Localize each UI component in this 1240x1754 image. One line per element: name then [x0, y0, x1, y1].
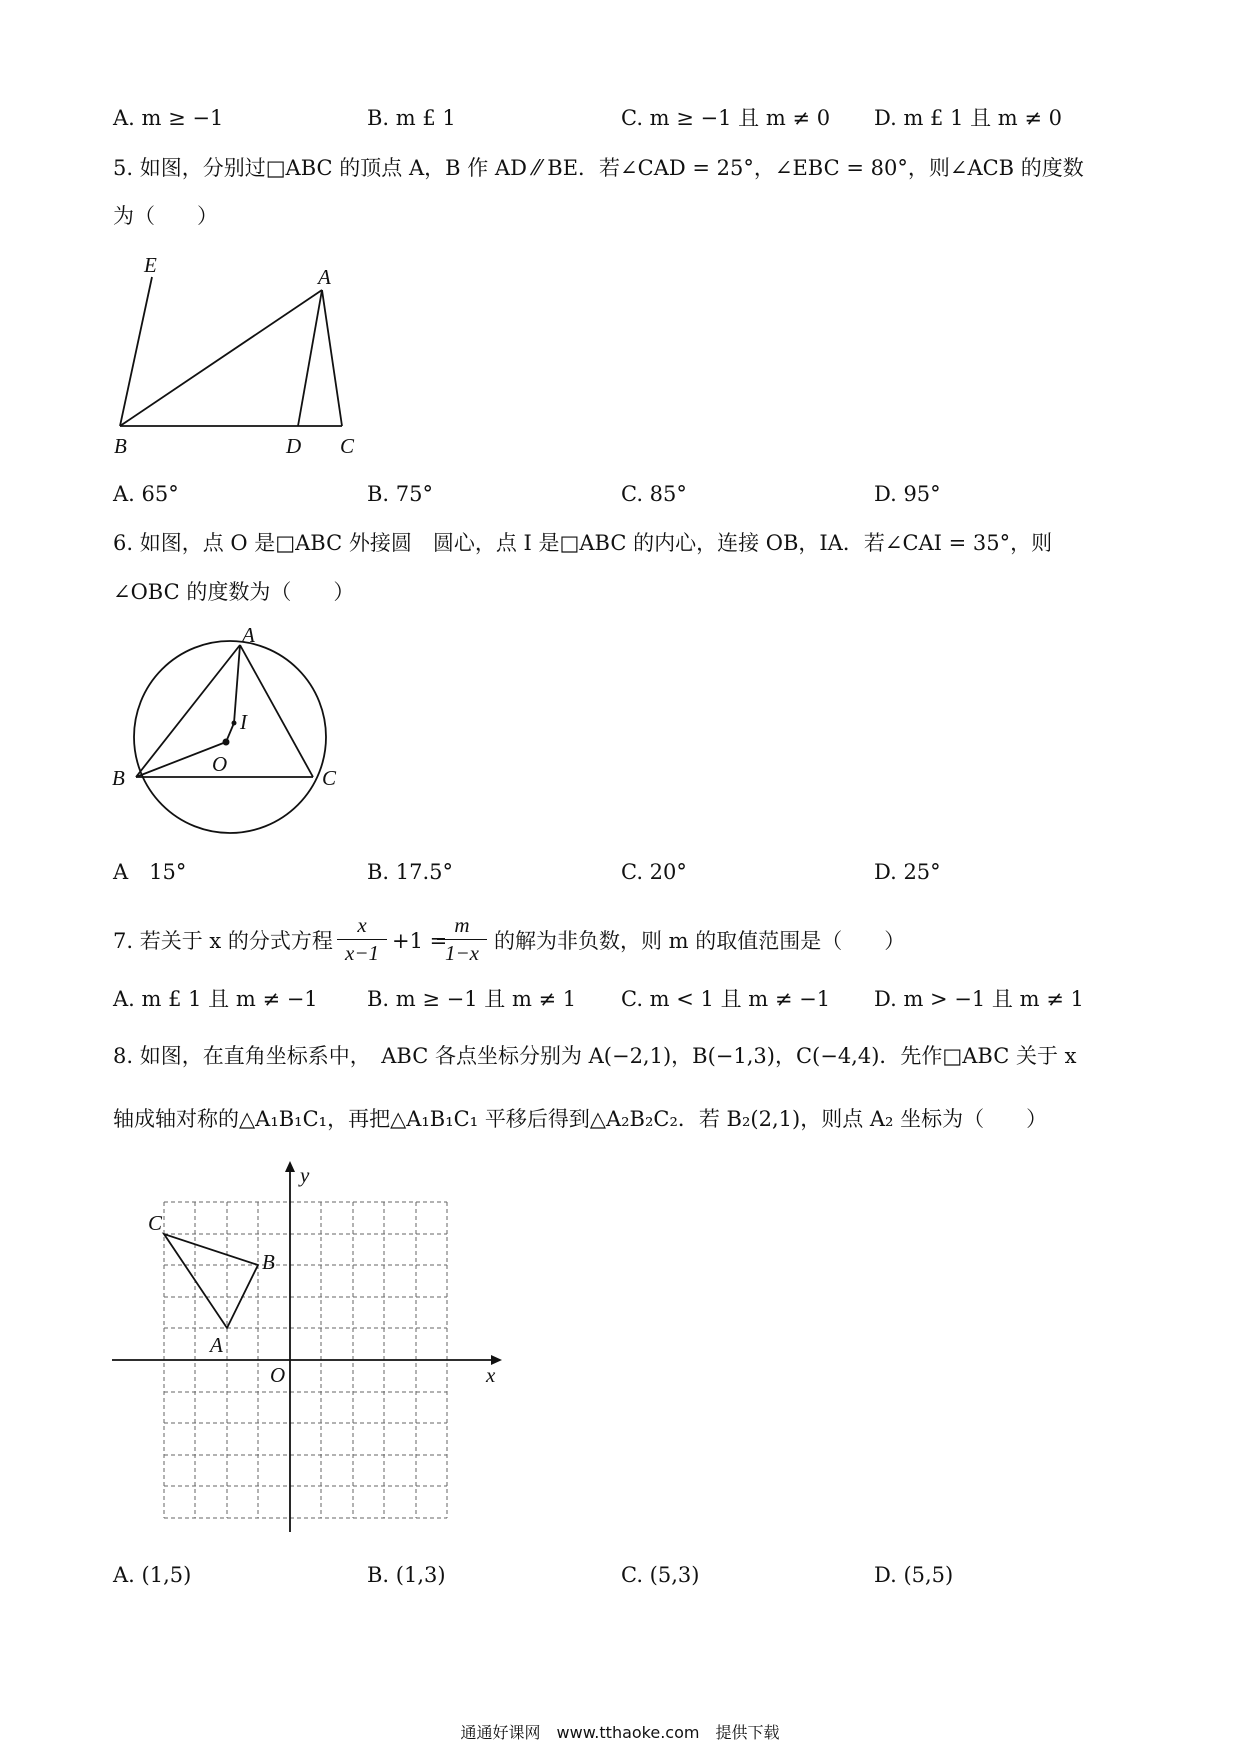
- q7-frac2-denominator: 1−x: [445, 941, 479, 965]
- q5-segment-ad: [298, 290, 322, 426]
- q7-fraction-right: [437, 915, 487, 964]
- q6-option-d: D. 25°: [874, 860, 941, 884]
- q4-option-c: C. m ≥ −1 且 m ≠ 0: [621, 106, 831, 130]
- q5-label-a: A: [318, 265, 331, 289]
- q8-label-o: O: [270, 1363, 286, 1387]
- q6-figure: [100, 620, 360, 850]
- q7-option-b: B. m ≥ −1 且 m ≠ 1: [367, 987, 577, 1011]
- q6-point-o: [223, 739, 230, 746]
- q8-label-b: B: [262, 1250, 275, 1274]
- q6-label-b: B: [112, 766, 125, 790]
- q6-label-c: C: [322, 766, 337, 790]
- q8-option-b: B. (1,3): [367, 1563, 446, 1587]
- q6-circumcircle: [134, 641, 326, 833]
- q7-option-c: C. m < 1 且 m ≠ −1: [621, 987, 831, 1011]
- q8-stem-line1: 8. 如图，在直角坐标系中， ABC 各点坐标分别为 A(−2,1)，B(−1,3)，C(−4,4)．先作□ABC 关于 x: [113, 1044, 1077, 1068]
- q5-segment-ac: [322, 290, 342, 426]
- q6-label-o: O: [212, 752, 228, 776]
- q4-option-a: A. m ≥ −1: [113, 106, 224, 130]
- q6-option-c: C. 20°: [621, 860, 687, 884]
- q8-option-c: C. (5,3): [621, 1563, 700, 1587]
- q8-option-a: A. (1,5): [113, 1563, 192, 1587]
- q6-stem-line2: ∠OBC 的度数为（ ）: [113, 580, 355, 604]
- q8-label-y: y: [300, 1163, 310, 1187]
- q8-label-x: x: [486, 1363, 496, 1387]
- q7-frac1-numerator: x: [357, 913, 367, 937]
- q8-coordinate-grid: [110, 1160, 510, 1535]
- page-footer: 通通好课网 www.tthaoke.com 提供下载: [460, 1723, 780, 1742]
- q8-option-d: D. (5,5): [874, 1563, 954, 1587]
- q7-frac1-denominator: x−1: [345, 941, 379, 965]
- q7-stem-suffix: 的解为非负数，则 m 的取值范围是（ ）: [494, 929, 906, 953]
- q6-option-a: A 15°: [113, 860, 187, 884]
- q5-label-d: D: [286, 434, 302, 458]
- q5-stem-line2: 为（ ）: [113, 204, 218, 228]
- q5-label-c: C: [340, 434, 355, 458]
- q7-stem-middle: +1 =: [392, 929, 448, 953]
- q8-y-arrow: [285, 1161, 295, 1172]
- q5-option-a: A. 65°: [113, 482, 179, 506]
- q4-option-d: D. m £ 1 且 m ≠ 0: [874, 106, 1062, 130]
- q7-fraction-left: [337, 915, 387, 964]
- q8-label-c: C: [148, 1211, 163, 1235]
- q8-label-a: A: [210, 1333, 223, 1357]
- q6-stem-line1: 6. 如图，点 O 是□ABC 外接圆 圆心，点 I 是□ABC 的内心，连接 OB，IA．若∠CAI = 35°，则: [113, 531, 1053, 555]
- q5-segment-be: [120, 277, 152, 426]
- q5-label-e: E: [144, 253, 157, 277]
- q6-label-a: A: [242, 623, 255, 647]
- q6-option-b: B. 17.5°: [367, 860, 454, 884]
- q6-point-i: [232, 721, 237, 726]
- q5-label-b: B: [114, 434, 127, 458]
- q4-option-b: B. m £ 1: [367, 106, 456, 130]
- q5-stem-line1: 5. 如图，分别过□ABC 的顶点 A，B 作 AD ⁄⁄ BE．若∠CAD = 25°，∠EBC = 80°，则∠ACB 的度数: [113, 156, 1084, 180]
- q7-frac2-numerator: m: [454, 913, 470, 937]
- q6-label-i: I: [240, 710, 247, 734]
- q5-option-d: D. 95°: [874, 482, 941, 506]
- q7-option-d: D. m > −1 且 m ≠ 1: [874, 987, 1084, 1011]
- q5-option-c: C. 85°: [621, 482, 687, 506]
- q6-segment-ac: [240, 645, 313, 777]
- q5-option-b: B. 75°: [367, 482, 434, 506]
- q5-figure: [100, 250, 420, 460]
- q7-stem-prefix: 7. 若关于 x 的分式方程: [113, 929, 333, 953]
- q5-segment-ba: [120, 290, 322, 426]
- q8-triangle-abc: [164, 1234, 258, 1328]
- q8-stem-line2: 轴成轴对称的△A₁B₁C₁，再把△A₁B₁C₁ 平移后得到△A₂B₂C₂．若 B₂(2,1)，则点 A₂ 坐标为（ ）: [113, 1107, 1048, 1131]
- q7-option-a: A. m £ 1 且 m ≠ −1: [113, 987, 318, 1011]
